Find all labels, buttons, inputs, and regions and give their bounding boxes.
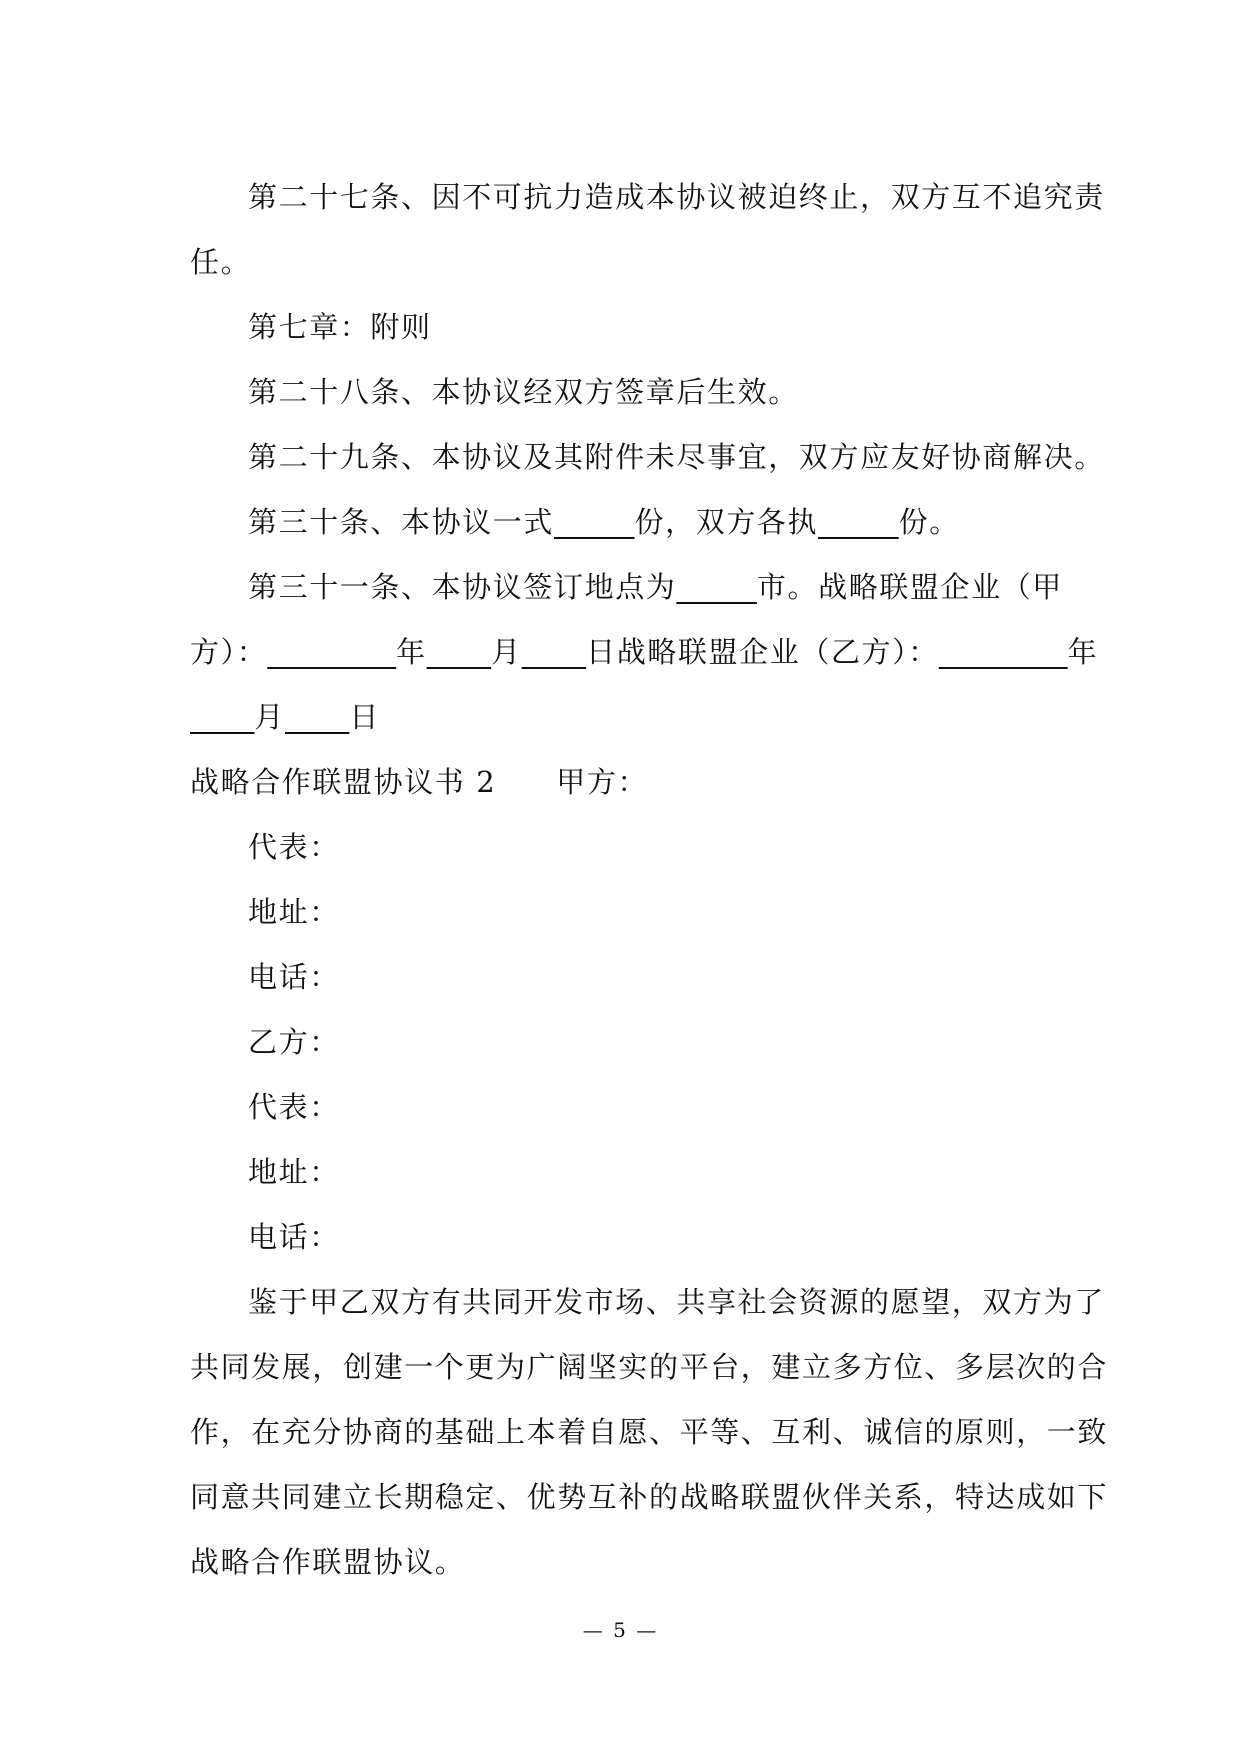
party-b-address: 地址： xyxy=(248,1155,340,1189)
preamble-line-2: 共同发展，创建一个更为广阔坚实的平台，建立多方位、多层次的合 xyxy=(190,1350,1109,1384)
document-body xyxy=(190,165,1109,1595)
signing-city-blank: _____ xyxy=(676,570,757,604)
article-30-mid: 份，双方各执 xyxy=(634,505,819,539)
party-b-year-blank: ________ xyxy=(938,635,1068,669)
article-27-line-1: 第二十七条、因不可抗力造成本协议被迫终止，双方互不追究责 xyxy=(248,180,1105,214)
article-31-line-2 xyxy=(190,620,1099,685)
party-a-label: 方）： xyxy=(190,635,268,669)
article-31-line-3 xyxy=(190,685,1050,750)
article-28: 第二十八条、本协议经双方签章后生效。 xyxy=(248,375,799,409)
day-label: 日 xyxy=(349,700,381,734)
month-label: 月 xyxy=(254,700,286,734)
party-a-heading: 甲方： xyxy=(556,765,649,799)
copies-total-blank: _____ xyxy=(554,505,635,539)
year-label: 年 xyxy=(1067,635,1099,669)
party-a-year-blank: ________ xyxy=(267,635,397,669)
preamble-line-1: 鉴于甲乙双方有共同开发市场、共享社会资源的愿望，双方为了 xyxy=(248,1285,1105,1319)
article-30-suffix: 份。 xyxy=(898,505,960,539)
party-a-month-blank: ____ xyxy=(426,635,492,669)
copies-each-blank: _____ xyxy=(818,505,899,539)
party-a-phone: 电话： xyxy=(248,960,340,994)
article-30-prefix: 第三十条、本协议一式 xyxy=(248,505,555,539)
preamble-line-5: 战略合作联盟协议。 xyxy=(190,1545,466,1579)
party-b-month-blank: ____ xyxy=(190,700,255,734)
month-label: 月 xyxy=(491,635,522,669)
year-label: 年 xyxy=(396,635,427,669)
article-31-suffix: 市。战略联盟企业（甲 xyxy=(756,570,1063,604)
agreement-2-title-line xyxy=(190,750,1050,815)
article-31-line-1 xyxy=(190,555,1063,620)
article-27-line-2: 任。 xyxy=(190,245,252,279)
article-29: 第二十九条、本协议及其附件未尽事宜，双方应友好协商解决。 xyxy=(248,440,1105,474)
agreement-2-title: 战略合作联盟协议书 2 xyxy=(190,765,497,799)
party-b-phone: 电话： xyxy=(248,1220,340,1254)
party-a-representative: 代表： xyxy=(248,830,340,864)
party-a-address: 地址： xyxy=(248,895,340,929)
party-b-day-blank: ____ xyxy=(285,700,350,734)
preamble-line-3: 作，在充分协商的基础上本着自愿、平等、互利、诚信的原则，一致 xyxy=(190,1415,1109,1449)
page-number: — 5 — xyxy=(582,1618,659,1642)
article-30 xyxy=(190,490,1050,555)
party-a-day-blank: ____ xyxy=(521,635,587,669)
party-b-label: 日战略联盟企业（乙方）： xyxy=(586,635,939,669)
article-31-prefix: 第三十一条、本协议签订地点为 xyxy=(248,570,677,604)
party-b-representative: 代表： xyxy=(248,1090,340,1124)
preamble-line-4: 同意共同建立长期稳定、优势互补的战略联盟伙伴关系，特达成如下 xyxy=(190,1480,1109,1514)
chapter-7-heading: 第七章：附则 xyxy=(248,310,432,344)
party-b-heading: 乙方： xyxy=(248,1025,340,1059)
